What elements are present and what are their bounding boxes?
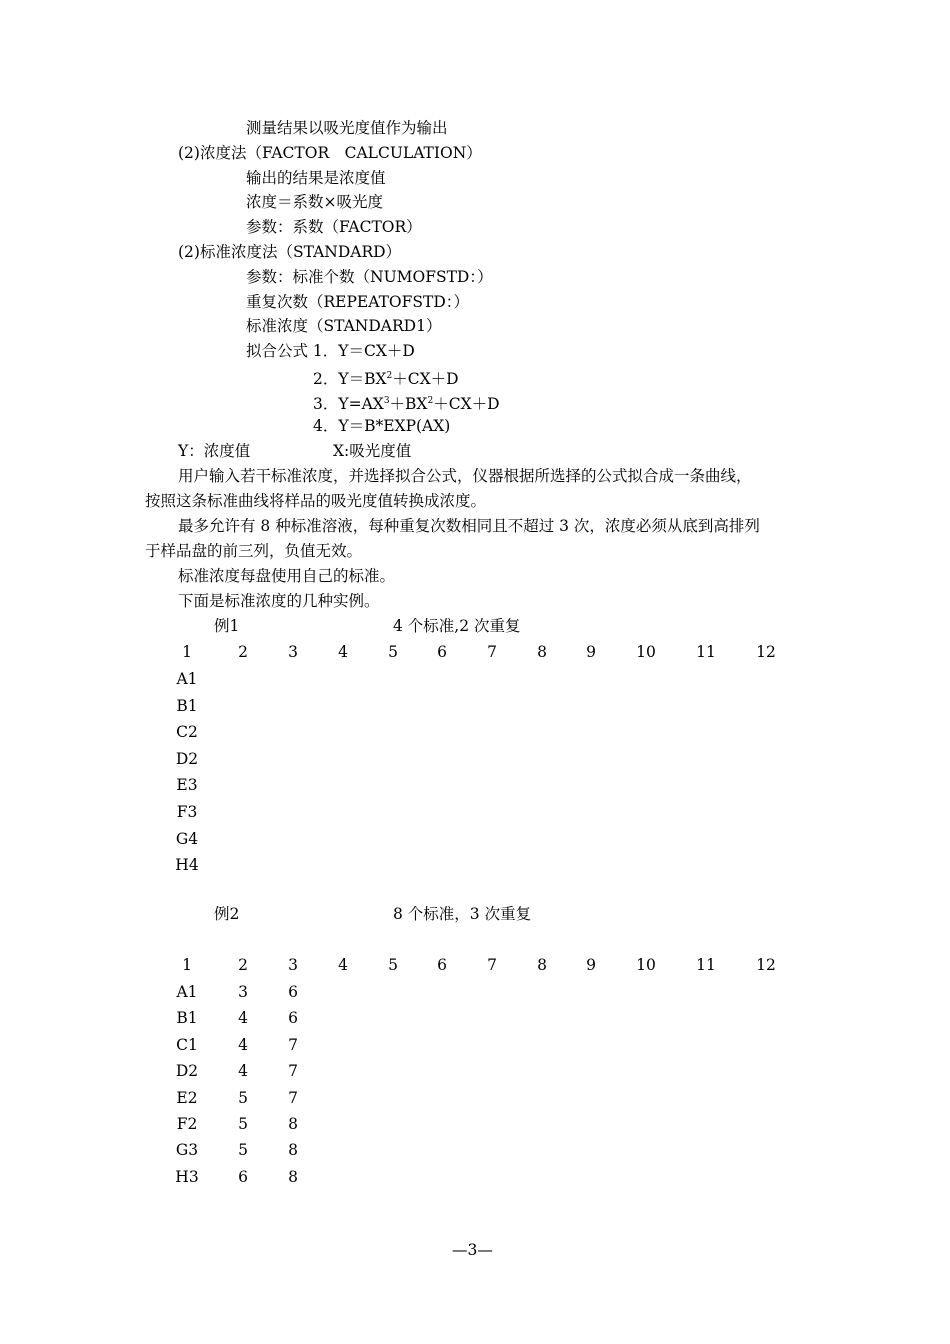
example2-cell-value: 8: [288, 1167, 298, 1186]
page-number: —3—: [452, 1241, 493, 1259]
example2-column-header: 1: [182, 956, 192, 974]
example2-column-header: 9: [586, 956, 596, 974]
example2-cell-value: 6: [288, 1009, 298, 1028]
example2-column-header: 5: [388, 956, 398, 974]
example2-row-label: B1: [176, 1009, 198, 1028]
example2-row-label: F2: [176, 1115, 198, 1133]
example1-column-header: 9: [586, 643, 596, 661]
example1-row-label: F3: [176, 803, 198, 821]
example1-column-header: 2: [238, 643, 248, 661]
example2-cell-value: 4: [238, 1035, 248, 1054]
example1-column-header: 10: [636, 643, 656, 661]
text-line-repeatofstd: 重复次数（REPEATOFSTD：）: [246, 293, 470, 311]
example2-column-header: 2: [238, 956, 248, 974]
formula-1: 拟合公式 1．Y＝CX＋D: [246, 342, 415, 360]
example1-row-label: D2: [175, 749, 199, 768]
example2-cell-value: 6: [288, 983, 298, 1001]
example2-cell-value: 6: [238, 1167, 248, 1186]
example1-row-label: H4: [175, 856, 199, 875]
example2-row-label: C1: [176, 1035, 198, 1054]
example1-column-header: 1: [182, 643, 192, 661]
example1-column-header: 4: [338, 643, 348, 661]
example2-cell-value: 8: [288, 1115, 298, 1133]
example2-cell-value: 7: [288, 1035, 298, 1054]
example1-column-header: 6: [437, 643, 447, 661]
example2-cell-value: 8: [288, 1141, 298, 1160]
example2-column-header: 10: [636, 956, 656, 974]
example2-column-header: 6: [437, 956, 447, 974]
example2-cell-value: 7: [288, 1088, 298, 1107]
formula-3: 3．$Y=AX^3+BX^2+CX+D$: [313, 395, 500, 413]
example2-column-header: 4: [338, 956, 348, 974]
paragraph-3: 标准浓度每盘使用自己的标准。: [178, 567, 396, 585]
example2-column-header: 7: [487, 956, 497, 974]
heading-factor-method: (2)浓度法（FACTOR CALCULATION）: [178, 144, 482, 162]
formula-4: 4．Y＝B*EXP(AX): [313, 417, 451, 435]
text-line-output-concentration: 输出的结果是浓度值: [246, 169, 386, 187]
example1-row-label: G4: [175, 829, 199, 848]
example1-column-header: 7: [487, 643, 497, 661]
paragraph-1-line-2: 按照这条标准曲线将样品的吸光度值转换成浓度。: [145, 492, 487, 510]
example2-cell-value: 5: [238, 1088, 248, 1107]
example2-row-label: G3: [175, 1141, 199, 1160]
example2-cell-value: 4: [238, 1062, 248, 1081]
example1-row-label: E3: [176, 776, 198, 795]
example2-row-label: E2: [176, 1088, 198, 1107]
heading-standard-method: (2)标准浓度法（STANDARD）: [178, 243, 402, 261]
example1-description: 4 个标准,2 次重复: [393, 617, 521, 635]
text-line-parameter-factor: 参数：系数（FACTOR）: [246, 218, 422, 236]
example2-column-header: 3: [288, 956, 298, 974]
paragraph-1-line-1: 用户输入若干标准浓度，并选择拟合公式，仪器根据所选择的公式拟合成一条曲线，: [178, 467, 752, 485]
text-line-formula-concentration: 浓度＝系数×吸光度: [246, 193, 383, 211]
example2-label: 例2: [214, 905, 240, 923]
example2-cell-value: 5: [238, 1115, 248, 1133]
text-line-output-absorbance: 测量结果以吸光度值作为输出: [246, 119, 448, 137]
formula-2: 2．$Y=BX^2+CX+D$: [313, 370, 459, 388]
text-line-standard1: 标准浓度（STANDARD1）: [246, 317, 442, 335]
example1-row-label: C2: [176, 723, 198, 742]
example2-column-header: 8: [537, 956, 547, 974]
text-line-numofstd: 参数：标准个数（NUMOFSTD：）: [246, 268, 493, 286]
paragraph-4: 下面是标准浓度的几种实例。: [178, 592, 380, 610]
paragraph-2-line-1: 最多允许有 8 种标准溶液，每种重复次数相同且不超过 3 次，浓度必须从底到高排列: [178, 517, 760, 535]
example1-column-header: 11: [696, 643, 716, 661]
example2-row-label: D2: [175, 1062, 199, 1081]
example1-column-header: 12: [756, 643, 776, 661]
example1-column-header: 8: [537, 643, 547, 661]
legend-x: X:吸光度值: [333, 442, 412, 460]
example2-cell-value: 3: [238, 983, 248, 1001]
example1-column-header: 5: [388, 643, 398, 661]
paragraph-2-line-2: 于样品盘的前三列，负值无效。: [145, 542, 363, 560]
example1-row-label: B1: [176, 696, 198, 715]
example2-cell-value: 5: [238, 1141, 248, 1160]
example2-row-label: H3: [175, 1167, 199, 1186]
example1-row-label: A1: [176, 670, 198, 688]
legend-y: Y：浓度值: [178, 442, 251, 460]
example2-column-header: 11: [696, 956, 716, 974]
example2-description: 8 个标准，3 次重复: [393, 905, 532, 923]
example2-row-label: A1: [176, 983, 198, 1001]
example2-cell-value: 7: [288, 1062, 298, 1081]
example1-label: 例1: [214, 617, 240, 635]
example2-cell-value: 4: [238, 1009, 248, 1028]
example1-column-header: 3: [288, 643, 298, 661]
example2-column-header: 12: [756, 956, 776, 974]
